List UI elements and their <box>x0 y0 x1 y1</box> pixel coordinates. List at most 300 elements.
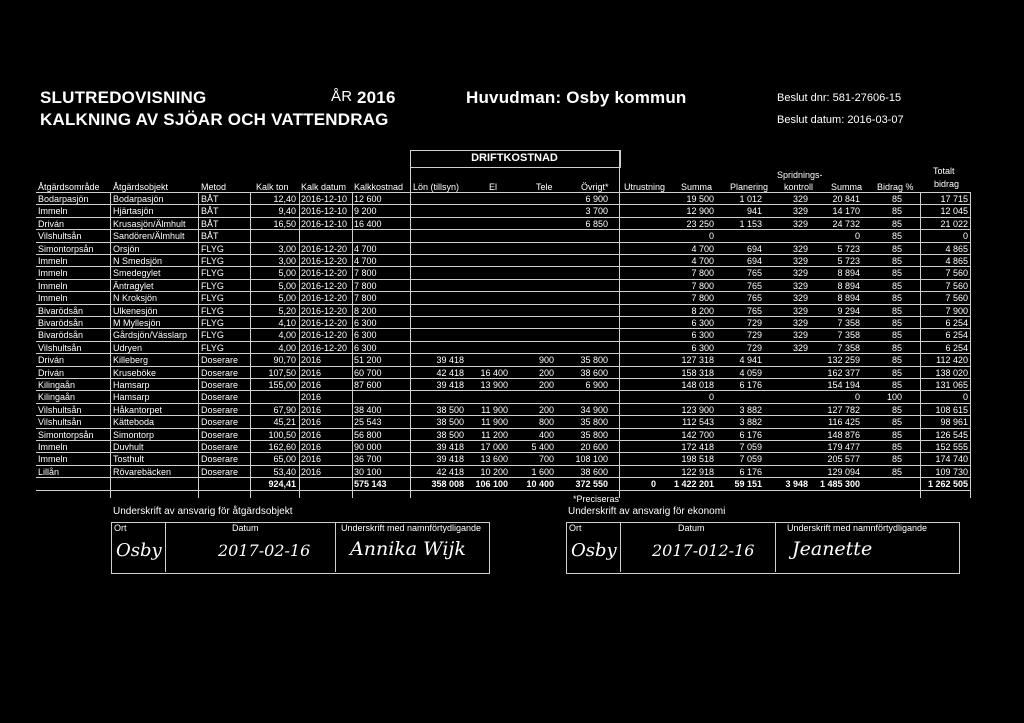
table-cell: 2016-12-10 <box>301 194 348 204</box>
table-cell: 5,20 <box>278 305 296 316</box>
table-cell: Vilshultsån <box>38 404 82 415</box>
table-cell: 85 <box>891 318 902 328</box>
table-cell: 4 700 <box>354 256 377 266</box>
table-cell: 7 059 <box>739 442 762 452</box>
table-cell: Vilshultsån <box>38 231 82 242</box>
table-cell: 11 900 <box>481 417 508 428</box>
table-cell: FLYG <box>201 280 224 291</box>
table-cell: Bodarpasjön <box>113 194 164 204</box>
table-cell: Orsjön <box>113 243 140 254</box>
table-cell: 12 045 <box>940 206 968 217</box>
table-cell: 200 <box>538 367 554 378</box>
table-cell: 4 941 <box>739 355 762 366</box>
table-cell: Doserare <box>201 392 239 403</box>
table-cell: 0 <box>708 231 714 242</box>
table-cell: 694 <box>746 256 762 266</box>
table-cell: 38 500 <box>436 429 464 440</box>
table-cell: 112 420 <box>936 355 968 366</box>
table-cell: 2016-12-20 <box>301 268 348 279</box>
table-cell: 116 425 <box>828 417 860 428</box>
table-cell: 2016-12-20 <box>301 280 348 291</box>
table-cell: FLYG <box>201 330 224 341</box>
table-cell: 329 <box>792 194 808 204</box>
table-cell: 13 900 <box>480 380 508 390</box>
table-cell: Bodarpasjön <box>38 194 89 204</box>
beslut-dnr: Beslut dnr: 581-27606-15 <box>777 92 902 104</box>
table-cell: 132 259 <box>827 355 860 366</box>
total-cell: 358 008 <box>431 479 464 490</box>
table-cell: Immeln <box>38 256 68 266</box>
table-cell: 155,00 <box>268 380 296 390</box>
table-cell: 85 <box>891 256 902 266</box>
table-cell: Bivarödsån <box>38 330 84 341</box>
table-cell: Krusasjön/Älmhult <box>113 218 186 229</box>
table-cell: 2016 <box>301 417 322 428</box>
table-cell: 85 <box>891 454 902 465</box>
col-kalkkostnad: Kalkkostnad <box>354 182 404 192</box>
table-cell: Simontorp <box>113 429 155 440</box>
table-cell: 6 176 <box>739 466 762 477</box>
table-cell: 38 600 <box>580 466 608 477</box>
table-cell: 7 358 <box>837 342 860 353</box>
table-cell: 65,00 <box>273 454 296 465</box>
col-spridning-1: Spridnings- <box>777 170 823 180</box>
table-cell: 112 543 <box>682 417 714 428</box>
table-cell: Håkantorpet <box>113 404 163 415</box>
table-cell: 38 500 <box>436 404 464 415</box>
col-ovrigt: Övrigt* <box>581 182 609 192</box>
table-cell: 85 <box>891 268 902 279</box>
col-date: Kalk datum <box>301 182 347 192</box>
table-cell: Driván <box>38 367 65 378</box>
col-planering: Planering <box>730 182 769 192</box>
table-cell: 122 918 <box>681 466 714 477</box>
table-cell: 6 300 <box>691 342 714 353</box>
table-cell: Kruseböke <box>113 367 157 378</box>
table-cell: 85 <box>891 367 902 378</box>
table-cell: 2016 <box>301 454 322 465</box>
table-cell: Doserare <box>201 404 239 415</box>
table-cell: 5,00 <box>278 280 296 291</box>
table-cell: 7 800 <box>691 268 714 279</box>
table-cell: 2016-12-20 <box>301 256 348 266</box>
table-cell: 200 <box>538 380 554 390</box>
sign-right-datum: 2017-012-16 <box>652 541 755 560</box>
table-cell: 6 300 <box>691 330 714 341</box>
table-cell: FLYG <box>201 342 224 353</box>
table-cell: 108 100 <box>575 454 608 465</box>
table-cell: 329 <box>792 293 808 304</box>
table-cell: 85 <box>891 305 902 316</box>
table-cell: 23 250 <box>686 218 714 229</box>
table-cell: 2016-12-10 <box>301 218 348 229</box>
table-cell: 148 876 <box>827 429 860 440</box>
table-cell: 2016-12-20 <box>301 293 348 304</box>
total-cell: 575 143 <box>354 479 387 490</box>
table-cell: 142 700 <box>681 429 714 440</box>
table-cell: 39 418 <box>436 380 464 390</box>
table-cell: 0 <box>962 392 968 403</box>
table-cell: 6 300 <box>354 318 377 328</box>
table-cell: Tosthult <box>113 454 145 465</box>
table-cell: 127 782 <box>827 404 860 415</box>
table-cell: 3,00 <box>278 256 296 266</box>
table-cell: 3 882 <box>739 404 762 415</box>
table-cell: 7 560 <box>945 268 968 279</box>
table-cell: 7 900 <box>945 305 968 316</box>
table-cell: 7 800 <box>691 293 714 304</box>
table-cell: 19 500 <box>686 194 714 204</box>
table-cell: Gårdsjön/Vässlarp <box>113 330 188 341</box>
sign-right-ort: Osby <box>571 540 617 561</box>
table-cell: 16,50 <box>273 218 296 229</box>
total-cell: 0 <box>650 479 656 490</box>
table-cell: Duvhult <box>113 442 144 452</box>
table-cell: 3 700 <box>585 206 608 217</box>
table-cell: 152 555 <box>935 442 968 452</box>
table-cell: BÅT <box>201 206 219 217</box>
table-cell: 2016-12-20 <box>301 330 348 341</box>
table-cell: FLYG <box>201 268 224 279</box>
table-cell: 90,70 <box>273 355 296 366</box>
table-cell: 400 <box>538 429 554 440</box>
table-cell: N Kroksjön <box>113 293 158 304</box>
table-cell: Doserare <box>201 380 239 390</box>
table-cell: 2016 <box>301 466 322 477</box>
table-cell: 85 <box>891 466 902 477</box>
table-cell: 17 000 <box>480 442 508 452</box>
driftkostnad-label: DRIFTKOSTNAD <box>471 152 558 164</box>
table-cell: 0 <box>708 392 714 403</box>
table-cell: 85 <box>891 429 902 440</box>
table-cell: Hamsarp <box>113 392 150 403</box>
table-cell: 100,50 <box>268 429 296 440</box>
table-cell: 6 300 <box>354 342 377 353</box>
table-cell: 7 800 <box>354 293 377 304</box>
table-cell: 3 882 <box>739 417 762 428</box>
table-cell: 6 254 <box>945 342 968 353</box>
table-cell: 131 065 <box>935 380 968 390</box>
sign-left-datum: 2017-02-16 <box>218 541 311 560</box>
table-cell: 12,40 <box>273 194 296 204</box>
table-cell: 2016 <box>301 367 322 378</box>
report-subtitle: KALKNING AV SJÖAR OCH VATTENDRAG <box>40 110 389 129</box>
table-cell: 329 <box>792 318 808 328</box>
table-cell: 127 318 <box>681 355 714 366</box>
table-cell: 42 418 <box>436 367 464 378</box>
table-cell: 7 059 <box>739 454 762 465</box>
table-cell: 6 850 <box>585 218 608 229</box>
table-cell: 2016 <box>301 429 322 440</box>
table-cell: BÅT <box>201 194 219 204</box>
table-cell: Doserare <box>201 466 239 477</box>
table-cell: 9,40 <box>278 206 296 217</box>
col-ton: Kalk ton <box>256 182 289 192</box>
table-cell: 765 <box>746 268 762 279</box>
table-cell: 329 <box>792 330 808 341</box>
table-cell: 1 012 <box>739 194 762 204</box>
table-cell: 200 <box>538 404 554 415</box>
table-cell: 38 400 <box>354 404 382 415</box>
table-cell: BÅT <box>201 218 219 229</box>
table-cell: 85 <box>891 280 902 291</box>
table-cell: Vilshultsån <box>38 417 82 428</box>
table-cell: 4,10 <box>278 318 296 328</box>
col-summa2: Summa <box>831 182 863 192</box>
sign-left-datum-label: Datum <box>232 523 259 533</box>
table-cell: 729 <box>746 330 762 341</box>
table-cell: M Myllesjön <box>113 318 161 328</box>
table-cell: 87 600 <box>354 380 382 390</box>
table-cell: 60 700 <box>354 367 382 378</box>
table-cell: Rövarebäcken <box>113 466 172 477</box>
table-cell: 24 732 <box>832 218 860 229</box>
col-area: Åtgärdsområde <box>38 182 100 192</box>
col-totalt-1: Totalt <box>933 166 955 176</box>
table-cell: 7 800 <box>354 280 377 291</box>
table-cell: 329 <box>792 218 808 229</box>
table-cell: 85 <box>891 206 902 217</box>
table-cell: 107,50 <box>268 367 296 378</box>
table-cell: Killeberg <box>113 355 149 366</box>
total-cell: 59 151 <box>734 479 762 490</box>
col-tele: Tele <box>536 182 553 192</box>
table-cell: 7 800 <box>354 268 377 279</box>
table-cell: 729 <box>746 318 762 328</box>
table-cell: 941 <box>746 206 762 217</box>
table-cell: 329 <box>792 268 808 279</box>
table-cell: 7 560 <box>945 293 968 304</box>
table-cell: 700 <box>538 454 554 465</box>
table-cell: Driván <box>38 355 65 366</box>
table-cell: 329 <box>792 305 808 316</box>
table-cell: 2016 <box>301 380 322 390</box>
table-cell: 205 577 <box>827 454 860 465</box>
table-cell: Vilshultsån <box>38 342 82 353</box>
table-cell: 85 <box>891 355 902 366</box>
table-cell: 729 <box>746 342 762 353</box>
table-cell: 2016-12-20 <box>301 342 348 353</box>
table-cell: Immeln <box>38 442 68 452</box>
table-cell: 765 <box>746 305 762 316</box>
table-cell: 108 615 <box>935 404 968 415</box>
table-cell: 4 700 <box>691 243 714 254</box>
total-cell: 1 262 505 <box>927 479 968 490</box>
table-cell: 4 059 <box>739 367 762 378</box>
table-cell: 13 600 <box>480 454 508 465</box>
col-object: Åtgärdsobjekt <box>113 182 169 192</box>
table-cell: Ulkenesjön <box>113 305 158 316</box>
table-cell: Doserare <box>201 442 239 452</box>
total-cell: 1 485 300 <box>819 479 860 490</box>
table-cell: 1 600 <box>531 466 554 477</box>
table-cell: Immeln <box>38 206 68 217</box>
table-cell: 7 358 <box>837 330 860 341</box>
table-cell: 6 176 <box>739 429 762 440</box>
table-cell: 85 <box>891 342 902 353</box>
table-cell: 5 723 <box>837 243 860 254</box>
col-bidrag-pct: Bidrag % <box>877 182 914 192</box>
table-cell: Immeln <box>38 454 68 465</box>
col-spridning-2: kontroll <box>784 182 814 192</box>
table-cell: 138 020 <box>935 367 968 378</box>
table-cell: 85 <box>891 218 902 229</box>
sign-left-heading: Underskrift av ansvarig för åtgärdsobjekt <box>113 506 293 517</box>
table-cell: 3,00 <box>278 243 296 254</box>
table-cell: FLYG <box>201 293 224 304</box>
table-cell: 16 400 <box>354 218 382 229</box>
table-cell: 85 <box>891 417 902 428</box>
table-cell: 765 <box>746 280 762 291</box>
col-summa1: Summa <box>681 182 713 192</box>
table-cell: FLYG <box>201 305 224 316</box>
table-cell: 36 700 <box>354 454 382 465</box>
table-cell: 38 500 <box>436 417 464 428</box>
table-cell: 8 894 <box>837 268 860 279</box>
table-cell: Simontorpsån <box>38 429 94 440</box>
table-cell: 9 200 <box>354 206 377 217</box>
table-cell: 765 <box>746 293 762 304</box>
table-cell: Immeln <box>38 280 68 291</box>
table-cell: 38 600 <box>580 367 608 378</box>
total-cell: 10 400 <box>526 479 554 490</box>
sign-right-sign-label: Underskrift med namnförtydligande <box>787 523 928 533</box>
table-cell: 56 800 <box>354 429 382 440</box>
table-cell: 162 377 <box>827 367 860 378</box>
table-cell: 35 800 <box>580 355 608 366</box>
table-cell: 12 900 <box>686 206 714 217</box>
sign-right-signature: Jeanette <box>792 538 873 560</box>
table-cell: 6 176 <box>739 380 762 390</box>
table-cell: Äntragylet <box>113 280 154 291</box>
table-cell: 85 <box>891 231 902 242</box>
table-cell: 7 800 <box>691 280 714 291</box>
sign-right-heading: Underskrift av ansvarig för ekonomi <box>568 506 726 517</box>
table-cell: FLYG <box>201 318 224 328</box>
table-cell: 0 <box>854 392 860 403</box>
table-cell: 39 418 <box>436 442 464 452</box>
table-cell: FLYG <box>201 243 224 254</box>
table-cell: Doserare <box>201 454 239 465</box>
table-cell: 85 <box>891 442 902 452</box>
footnote: *Preciseras <box>573 494 620 504</box>
table-cell: 85 <box>891 243 902 254</box>
table-cell: 174 740 <box>935 454 968 465</box>
table-cell: 17 715 <box>940 194 968 204</box>
table-cell: 85 <box>891 194 902 204</box>
table-cell: 4,00 <box>278 330 296 341</box>
table-cell: 329 <box>792 256 808 266</box>
table-cell: 30 100 <box>354 466 382 477</box>
table-cell: Bivarödsån <box>38 305 84 316</box>
table-cell: 329 <box>792 206 808 217</box>
table-cell: 14 170 <box>832 206 860 217</box>
table-cell: Driván <box>38 218 65 229</box>
table-cell: Simontorpsån <box>38 243 94 254</box>
table-cell: 90 000 <box>354 442 382 452</box>
sign-left-ort-label: Ort <box>114 523 127 533</box>
table-cell: 100 <box>886 392 902 403</box>
table-cell: 329 <box>792 243 808 254</box>
table-cell: 6 254 <box>945 330 968 341</box>
table-cell: 53,40 <box>273 466 296 477</box>
report-title: SLUTREDOVISNING <box>40 88 207 107</box>
table-cell: Doserare <box>201 429 239 440</box>
table-cell: 34 900 <box>580 404 608 415</box>
table-cell: 16 400 <box>480 367 508 378</box>
table-cell: Lillån <box>38 466 60 477</box>
table-cell: 158 318 <box>681 367 714 378</box>
table-cell: Bivarödsån <box>38 318 84 328</box>
table-cell: 198 518 <box>681 454 714 465</box>
table-cell: 0 <box>854 231 860 242</box>
table-cell: 2016 <box>301 404 322 415</box>
table-cell: Immeln <box>38 293 68 304</box>
table-cell: N Smedsjön <box>113 256 163 266</box>
total-cell: 106 100 <box>475 479 508 490</box>
table-cell: Doserare <box>201 367 239 378</box>
table-cell: 8 894 <box>837 293 860 304</box>
table-cell: Udryen <box>113 342 143 353</box>
table-cell: 129 094 <box>827 466 860 477</box>
total-cell: 1 422 201 <box>673 479 714 490</box>
table-cell: 2016-12-10 <box>301 206 348 217</box>
table-cell: 35 800 <box>580 417 608 428</box>
sign-right-datum-label: Datum <box>678 523 705 533</box>
table-cell: Smedegylet <box>113 268 161 279</box>
table-cell: 6 254 <box>945 318 968 328</box>
table-cell: 8 200 <box>354 305 377 316</box>
table-cell: 162,60 <box>268 442 296 452</box>
table-cell: 5,00 <box>278 293 296 304</box>
table-cell: Doserare <box>201 417 239 428</box>
huvudman: Huvudman: Osby kommun <box>466 88 687 107</box>
table-cell: Kilingaån <box>38 380 76 390</box>
col-totalt-2: bidrag <box>934 179 960 189</box>
header-divider <box>36 192 970 193</box>
table-cell: 172 418 <box>681 442 714 452</box>
table-cell: 85 <box>891 293 902 304</box>
table-cell: 2016-12-20 <box>301 305 348 316</box>
sign-left-signature: Annika Wijk <box>350 538 466 560</box>
col-method: Metod <box>201 182 227 192</box>
table-cell: 6 300 <box>691 318 714 328</box>
table-cell: 148 018 <box>681 380 714 390</box>
table-cell: 8 894 <box>837 280 860 291</box>
table-cell: 11 900 <box>481 404 508 415</box>
table-cell: 12 600 <box>354 194 382 204</box>
table-cell: Hjärtasjön <box>113 206 154 217</box>
table-cell: 154 194 <box>827 380 860 390</box>
table-cell: 5,00 <box>278 268 296 279</box>
table-cell: 7 358 <box>837 318 860 328</box>
table-cell: 35 800 <box>580 429 608 440</box>
table-cell: 98 961 <box>940 417 968 428</box>
table-cell: 6 900 <box>585 194 608 204</box>
table-cell: 2016-12-20 <box>301 243 348 254</box>
table-cell: 20 841 <box>832 194 860 204</box>
table-cell: 5 400 <box>531 442 554 452</box>
table-cell: 67,90 <box>273 404 296 415</box>
table-cell: Immeln <box>38 268 68 279</box>
table-cell: Kätteboda <box>113 417 155 428</box>
table-cell: 45,21 <box>273 417 296 428</box>
table-cell: 800 <box>538 417 554 428</box>
table-cell: 85 <box>891 330 902 341</box>
sign-left-ort: Osby <box>116 540 162 561</box>
table-cell: 85 <box>891 404 902 415</box>
table-cell: 2016-12-20 <box>301 318 348 328</box>
